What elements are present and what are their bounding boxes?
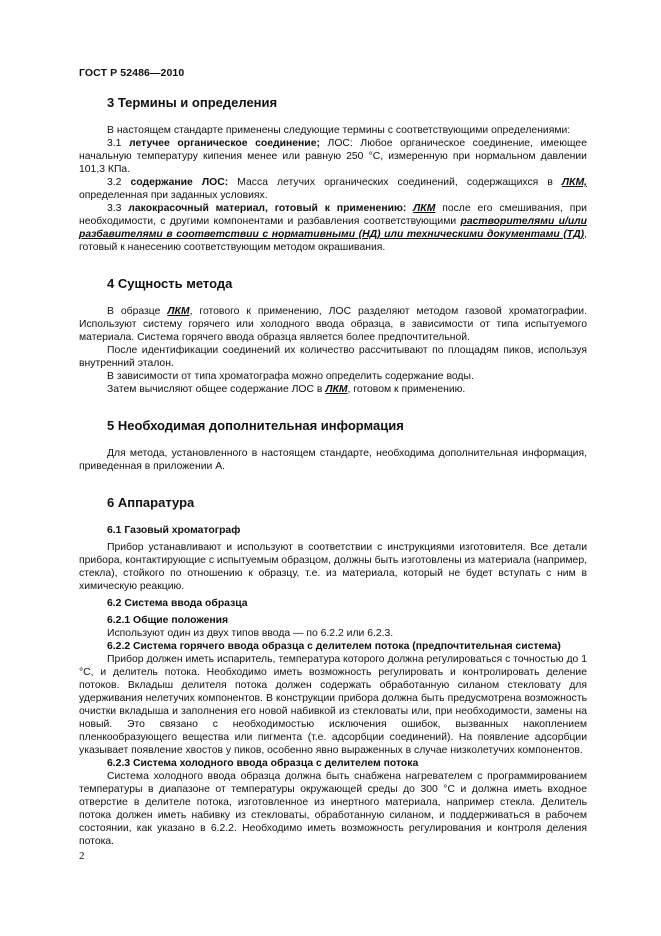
term-3-3 bbox=[79, 202, 587, 254]
term-3-1-term: летучее органическое соединение; bbox=[129, 138, 320, 149]
term-3-3-link-solvents[interactable]: растворителями и/или разбавителями в соответствии с нормативными (НД) или техническими документами (ТД) bbox=[79, 216, 587, 240]
section-4-p1-text-b: , готового к применению, ЛОС разделяют методом газовой хроматографии. Используют систему горячего или холодного ввода образца, в зависимости от типа испытуемого материала. Система горячего ввода образца является более предпочтительной. bbox=[79, 306, 587, 343]
subsection-6-1-paragraph: Прибор устанавливают и используют в соответствии с инструкциями изготовителя. Все детали прибора, контактирующие с испытуемым образцом, должны быть изготовлены из материала (например, стекла), стойкого по отношению к образцу, т.е. из материала, который не будет вступать с ним в химическую реакцию. bbox=[79, 542, 587, 592]
page-content bbox=[79, 95, 587, 848]
subsection-6-2-3-heading: 6.2.3 Система холодного ввода образца с делителем потока bbox=[107, 758, 419, 769]
section-6-heading: 6 Аппаратура bbox=[107, 495, 195, 510]
section-4-heading: 4 Сущность метода bbox=[107, 276, 233, 291]
subsection-6-2-2-paragraph: Прибор должен иметь испаритель, температура которого должна регулироваться с точностью до 1 °С, и делитель потока. Необходимо иметь возможность регулировать и контролировать деление потоков. Вкладыш делителя потока должен содержать обработанную силаном стекловату для удерживания нелетучих компонентов. В конструкции прибора должна быть предусмотрена возможность очистки вкладыша и заполнения его новой набивкой из стекловаты или, при необходимости, замены на новый. Это связано с необходимостью исключения ошибок, вызванных накоплением пленкообразующего вещества или пигмента (т.е. адсорбции соединений). На появление адсорбции указывает появление хвостов у пиков, особенно явно выраженных в случае низколетучих компонентов. bbox=[79, 654, 587, 756]
term-3-1-number: 3.1 bbox=[107, 138, 130, 149]
section-4-paragraph-4 bbox=[79, 383, 587, 396]
section-4-p4-link-lkm[interactable]: ЛКМ bbox=[325, 384, 348, 395]
section-4-p4-text-a: Затем вычисляют общее содержание ЛОС в bbox=[107, 384, 326, 395]
page-number: 2 bbox=[79, 850, 85, 862]
subsection-6-2-1-heading: 6.2.1 Общие положения bbox=[107, 615, 229, 626]
term-3-3-definition-a: после его смешивания, при необходимости, с другими компонентами и разбавления соответствующими bbox=[79, 203, 587, 227]
section-4-paragraph-1 bbox=[79, 305, 587, 344]
section-3-intro: В настоящем стандарте применены следующие термины с соответствующими определениями: bbox=[107, 125, 571, 136]
term-3-3-number: 3.3 bbox=[107, 203, 129, 214]
term-3-3-term: лакокрасочный материал, готовый к применению: bbox=[128, 203, 407, 214]
section-4-p4-text-b: , готовом к применению. bbox=[347, 384, 466, 395]
subsection-6-2-2-heading: 6.2.2 Система горячего ввода образца с делителем потока (предпочтительная система) bbox=[107, 641, 561, 652]
term-3-2-number: 3.2 bbox=[107, 177, 131, 188]
term-3-2-definition-a: Масса летучих органических соединений, содержащихся в bbox=[228, 177, 562, 188]
term-3-3-link-lkm[interactable]: ЛКМ bbox=[413, 203, 436, 214]
term-3-2-link-lkm[interactable]: ЛКМ, bbox=[561, 177, 587, 188]
term-3-2-definition-b: определенная при заданных условиях. bbox=[79, 190, 268, 201]
section-4-paragraph-3: В зависимости от типа хроматографа можно определить содержание воды. bbox=[107, 371, 474, 382]
subsection-6-1-heading: 6.1 Газовый хроматограф bbox=[107, 525, 241, 536]
document-id: ГОСТ Р 52486—2010 bbox=[79, 67, 185, 79]
term-3-1-definition: ЛОС: Любое органическое соединение, имеющее начальную температуру кипения менее или равную 250 °С, измеренную при нормальном давлении 101,3 КПа. bbox=[79, 138, 587, 175]
section-4-paragraph-2: После идентификации соединений их количество рассчитывают по площадям пиков, используя внутренний эталон. bbox=[79, 345, 587, 369]
term-3-3-definition-b: , готовый к нанесению соответствующим методом окрашивания. bbox=[79, 229, 587, 253]
section-5-paragraph-1: Для метода, установленного в настоящем стандарте, необходима дополнительная информация, приведенная в приложении А. bbox=[79, 448, 587, 472]
section-4-p1-text-a: В образце bbox=[107, 306, 168, 317]
term-3-2-term: содержание ЛОС: bbox=[130, 177, 229, 188]
term-3-1 bbox=[79, 137, 587, 176]
section-4-p1-link-lkm[interactable]: ЛКМ bbox=[167, 306, 190, 317]
subsection-6-2-3-paragraph: Система холодного ввода образца должна быть снабжена нагревателем с программированием температуры в диапазоне от температуры окружающей среды до 300 °С и должна иметь входное отверстие в делителе потока, изготовленное из инертного материала, например стекла. Делитель потока должен иметь набивку из стекловаты, обработанную силаном, и поддерживаться в рабочем состоянии, как указано в 6.2.2. Необходимо иметь возможность регулирования и контроля деления потока. bbox=[79, 771, 587, 847]
section-5-heading: 5 Необходимая дополнительная информация bbox=[107, 418, 404, 433]
term-3-2 bbox=[79, 176, 587, 202]
section-3-heading: 3 Термины и определения bbox=[107, 95, 278, 110]
subsection-6-2-heading: 6.2 Система ввода образца bbox=[107, 598, 248, 609]
subsection-6-2-1-paragraph: Используют один из двух типов ввода — по 6.2.2 или 6.2.3. bbox=[107, 628, 394, 639]
